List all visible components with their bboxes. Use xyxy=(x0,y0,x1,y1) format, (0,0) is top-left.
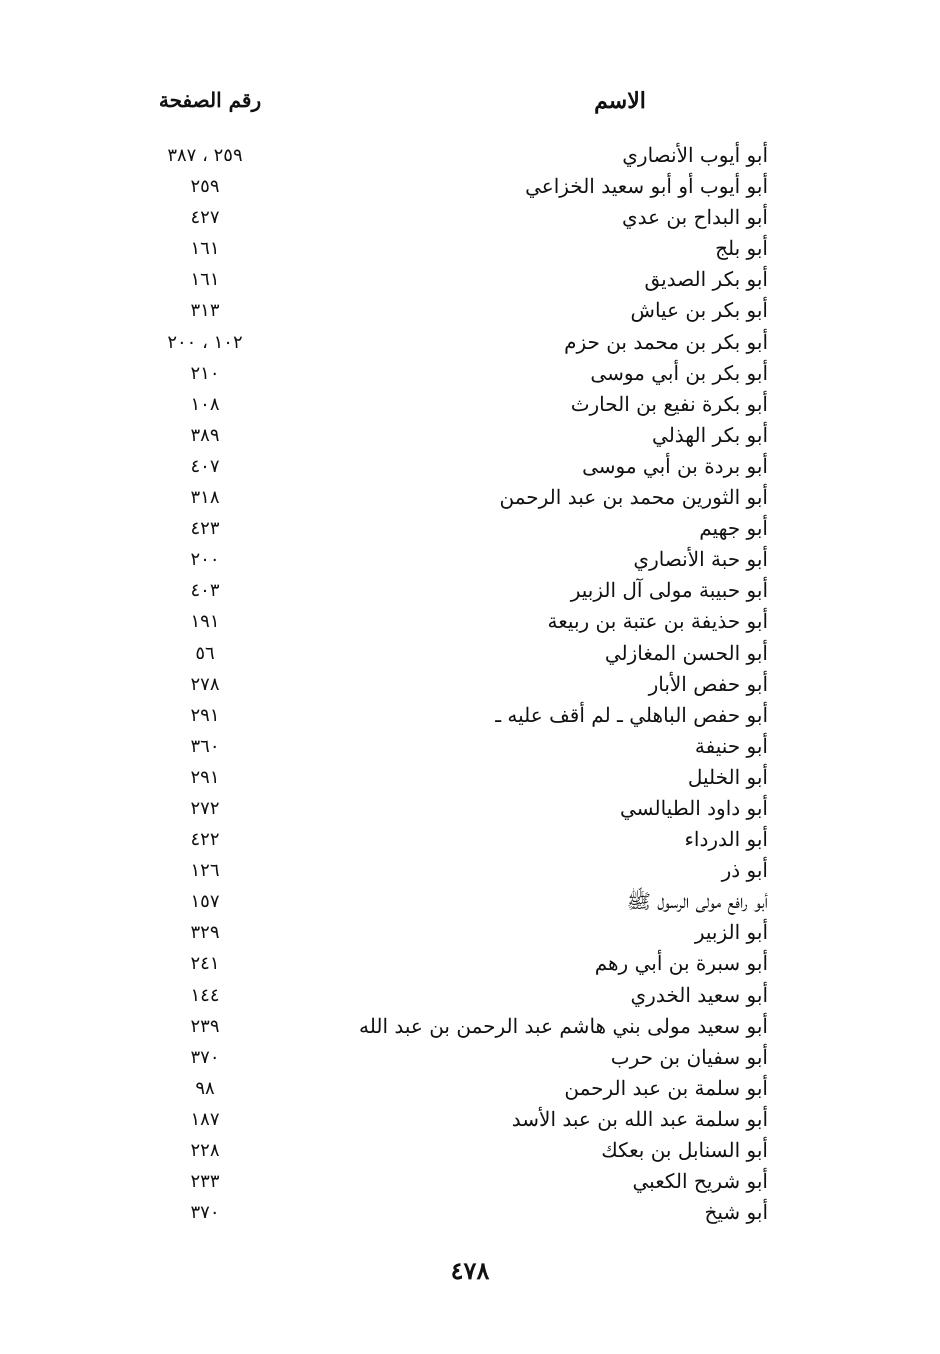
entry-name: أبو بكر بن محمد بن حزم xyxy=(564,329,768,354)
entry-name: أبو شريح الكعبي xyxy=(632,1169,768,1194)
entry-page-number: ٢٣٣ xyxy=(190,1171,220,1193)
index-entry xyxy=(0,295,940,326)
page-number: ٤٧٨ xyxy=(450,1256,490,1285)
entry-page-number: ٩٨ xyxy=(195,1077,215,1099)
index-entry xyxy=(0,793,940,824)
entry-name: أبو بكر الهذلي xyxy=(652,422,768,447)
entry-page-number: ٢٥٩ xyxy=(190,176,220,198)
entry-page-number: ١٠٨ xyxy=(190,393,220,415)
index-entry xyxy=(0,731,940,762)
name-column-header: الاسم xyxy=(594,88,646,114)
entry-page-number: ١٥٧ xyxy=(190,891,220,913)
index-entry xyxy=(0,544,940,575)
index-entry xyxy=(0,824,940,855)
index-entry xyxy=(0,1104,940,1135)
entry-page-number: ٢٩١ xyxy=(190,704,220,726)
entry-name: أبو بكر الصديق xyxy=(644,267,768,292)
column-headers xyxy=(0,88,940,128)
entry-name: أبو حبة الأنصاري xyxy=(633,547,768,572)
entry-name: أبو سبرة بن أبي رهم xyxy=(594,951,768,976)
index-entry xyxy=(0,669,940,700)
entry-page-number: ١٤٤ xyxy=(190,984,220,1006)
index-entry xyxy=(0,1135,940,1166)
entry-page-number: ٢٠٠ xyxy=(190,549,220,571)
entry-name: أبو ذر xyxy=(721,858,768,883)
entry-name: أبو سفيان بن حرب xyxy=(610,1044,768,1069)
index-entry xyxy=(0,917,940,948)
entry-name: أبو بلج xyxy=(715,236,768,261)
entry-name: أبو حبيبة مولى آل الزبير xyxy=(570,578,768,603)
entry-name: أبو بردة بن أبي موسى xyxy=(582,453,768,478)
entry-page-number: ٣٦٠ xyxy=(190,735,220,757)
entry-page-number: ٥٦ xyxy=(195,642,215,664)
entry-name: أبو سلمة بن عبد الرحمن xyxy=(564,1075,768,1100)
entry-name: أبو سعيد مولى بني هاشم عبد الرحمن بن عبد الله xyxy=(359,1013,768,1038)
entry-page-number: ٤٠٣ xyxy=(190,580,220,602)
entry-name: أبو داود الطيالسي xyxy=(620,795,768,820)
entry-name: أبو رافع مولى الرسول ﷺ xyxy=(626,889,768,914)
entry-page-number: ١٢٦ xyxy=(190,860,220,882)
index-entry xyxy=(0,980,940,1011)
entry-page-number: ٢٢٨ xyxy=(190,1140,220,1161)
index-entry xyxy=(0,1197,940,1228)
entry-name: أبو أيوب أو أبو سعيد الخزاعي xyxy=(525,174,768,199)
index-entry xyxy=(0,482,940,513)
index-entry xyxy=(0,855,940,886)
entry-name: أبو الدرداء xyxy=(684,827,768,852)
entry-name: أبو شيخ xyxy=(704,1200,768,1225)
page-number-column-header: رقم الصفحة xyxy=(158,88,262,112)
entry-page-number: ٣٨٩ xyxy=(190,424,220,446)
entry-name: أبو بكرة نفيع بن الحارث xyxy=(570,391,768,416)
index-entry xyxy=(0,420,940,451)
entry-name: أبو أيوب الأنصاري xyxy=(622,143,768,167)
index-entry xyxy=(0,358,940,389)
entry-page-number: ١٠٢ ، ٢٠٠ xyxy=(167,331,243,353)
entry-page-number: ٣١٨ xyxy=(190,487,220,509)
index-entry xyxy=(0,886,940,917)
index-entry xyxy=(0,762,940,793)
index-entry xyxy=(0,451,940,482)
entry-name: أبو الحسن المغازلي xyxy=(604,640,768,665)
entry-name: أبو سلمة عبد الله بن عبد الأسد xyxy=(511,1106,768,1131)
index-entry xyxy=(0,171,940,202)
entry-page-number: ٤٢٣ xyxy=(190,518,220,540)
entry-page-number: ١٩١ xyxy=(190,611,220,633)
entry-page-number: ٢٤١ xyxy=(190,953,220,975)
entry-name: أبو الزبير xyxy=(694,920,768,945)
entry-name: أبو السنابل بن بعكك xyxy=(601,1138,768,1162)
entry-name: أبو حفص الباهلي ـ لم أقف عليه ـ xyxy=(495,702,768,727)
entry-page-number: ١٨٧ xyxy=(190,1108,220,1130)
index-entry xyxy=(0,606,940,637)
entry-page-number: ٢١٠ xyxy=(190,362,220,384)
entry-page-number: ١٦١ xyxy=(190,269,220,291)
entry-page-number: ٢٩١ xyxy=(190,766,220,788)
entry-page-number: ٤٢٢ xyxy=(190,829,220,851)
index-entry xyxy=(0,700,940,731)
index-entries xyxy=(0,140,940,1228)
entry-name: أبو البداح بن عدي xyxy=(621,205,768,230)
index-entry xyxy=(0,513,940,544)
entry-page-number: ٤٠٧ xyxy=(190,455,220,477)
entry-page-number: ٢٧٨ xyxy=(190,673,220,695)
entry-name: أبو الخليل xyxy=(687,764,768,789)
index-entry xyxy=(0,1011,940,1042)
entry-page-number: ٢٧٢ xyxy=(190,797,220,819)
index-entry xyxy=(0,264,940,295)
index-entry xyxy=(0,638,940,669)
entry-name: أبو حنيفة xyxy=(694,733,768,758)
entry-page-number: ٣٧٠ xyxy=(190,1202,220,1224)
index-entry xyxy=(0,389,940,420)
entry-name: أبو بكر بن أبي موسى xyxy=(590,360,768,385)
index-entry xyxy=(0,1166,940,1197)
entry-name: أبو بكر بن عياش xyxy=(630,298,768,323)
entry-page-number: ٣٧٠ xyxy=(190,1046,220,1068)
index-entry xyxy=(0,327,940,358)
index-entry xyxy=(0,575,940,606)
entry-name: أبو الثورين محمد بن عبد الرحمن xyxy=(499,485,768,510)
entry-page-number: ٢٣٩ xyxy=(190,1015,220,1037)
entry-page-number: ٢٥٩ ، ٣٨٧ xyxy=(167,145,243,166)
entry-page-number: ٤٢٧ xyxy=(190,207,220,229)
entry-name: أبو جهيم xyxy=(699,516,768,541)
entry-page-number: ٣٢٩ xyxy=(190,922,220,944)
entry-page-number: ١٦١ xyxy=(190,238,220,260)
entry-name: أبو سعيد الخدري xyxy=(630,982,768,1007)
entry-name: أبو حفص الأبار xyxy=(648,671,768,696)
entry-page-number: ٣١٣ xyxy=(190,300,220,322)
index-entry xyxy=(0,1042,940,1073)
index-entry xyxy=(0,202,940,233)
index-entry xyxy=(0,1073,940,1104)
index-entry xyxy=(0,233,940,264)
index-entry xyxy=(0,948,940,979)
entry-name: أبو حذيفة بن عتبة بن ربيعة xyxy=(547,609,768,634)
index-entry xyxy=(0,140,940,171)
